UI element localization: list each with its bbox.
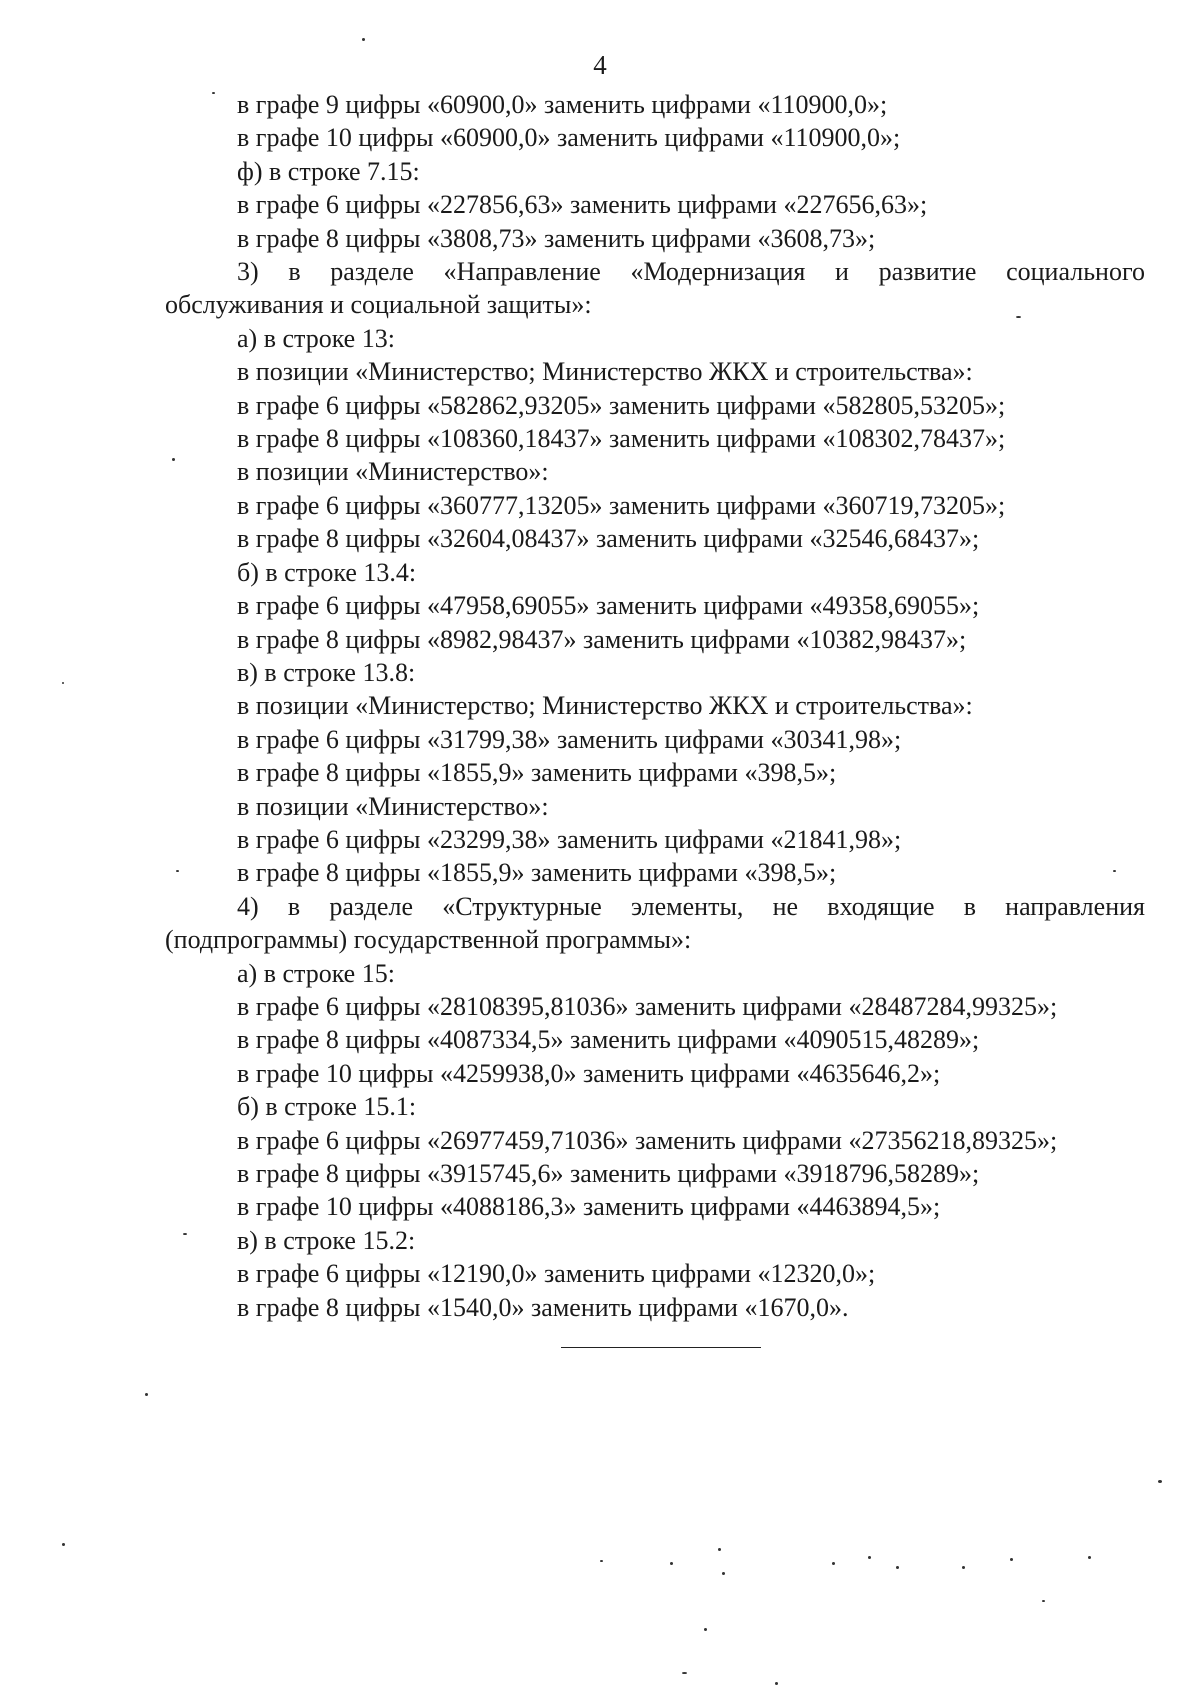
text-line: в позиции «Министерство; Министерство ЖКХ и строительства»: bbox=[237, 691, 973, 721]
scan-speck bbox=[868, 1556, 871, 1559]
text-line: ф) в строке 7.15: bbox=[237, 156, 420, 186]
text-line: в графе 8 цифры «108360,18437» заменить цифрами «108302,78437»; bbox=[237, 424, 1006, 454]
scan-speck bbox=[718, 1548, 721, 1551]
section-heading-continuation: (подпрограммы) государственной программы»: bbox=[165, 925, 692, 955]
text-line: в графе 6 цифры «360777,13205» заменить цифрами «360719,73205»; bbox=[237, 490, 1006, 520]
scan-speck bbox=[832, 1562, 835, 1565]
text-line: в графе 8 цифры «1855,9» заменить цифрами «398,5»; bbox=[237, 858, 837, 888]
scan-speck bbox=[183, 1233, 187, 1235]
end-separator-line bbox=[561, 1347, 761, 1348]
scan-speck bbox=[172, 458, 175, 461]
text-line: в графе 6 цифры «12190,0» заменить цифрами «12320,0»; bbox=[237, 1259, 876, 1289]
scan-speck bbox=[1010, 1558, 1013, 1561]
text-line: в графе 6 цифры «582862,93205» заменить цифрами «582805,53205»; bbox=[237, 390, 1006, 420]
scan-speck bbox=[722, 1572, 725, 1575]
scan-speck bbox=[1016, 316, 1021, 318]
scan-speck bbox=[682, 1672, 687, 1674]
section-heading-line: 4) в разделе «Структурные элементы, не входящие в направления bbox=[237, 891, 1145, 921]
text-line: б) в строке 15.1: bbox=[237, 1092, 417, 1122]
text-line: в графе 6 цифры «227856,63» заменить цифрами «227656,63»; bbox=[237, 190, 928, 220]
document-body bbox=[165, 88, 1145, 1324]
scan-speck bbox=[62, 682, 64, 684]
scan-speck bbox=[176, 870, 179, 872]
text-line: в графе 6 цифры «26977459,71036» заменить цифрами «27356218,89325»; bbox=[237, 1125, 1058, 1155]
scan-speck bbox=[896, 1566, 899, 1569]
text-line: в графе 8 цифры «1855,9» заменить цифрами «398,5»; bbox=[237, 758, 837, 788]
text-line: в графе 6 цифры «47958,69055» заменить цифрами «49358,69055»; bbox=[237, 591, 980, 621]
text-line: в позиции «Министерство; Министерство ЖКХ и строительства»: bbox=[237, 357, 973, 387]
scan-speck bbox=[670, 1562, 673, 1565]
text-line: в) в строке 13.8: bbox=[237, 657, 416, 687]
text-line: в графе 8 цифры «32604,08437» заменить цифрами «32546,68437»; bbox=[237, 524, 980, 554]
text-line: в графе 8 цифры «4087334,5» заменить цифрами «4090515,48289»; bbox=[237, 1025, 980, 1055]
text-line: в графе 10 цифры «60900,0» заменить цифрами «110900,0»; bbox=[237, 123, 901, 153]
text-line: б) в строке 13.4: bbox=[237, 557, 417, 587]
scan-speck bbox=[704, 1628, 707, 1631]
scan-speck bbox=[1158, 1480, 1162, 1483]
text-line: в графе 10 цифры «4259938,0» заменить цифрами «4635646,2»; bbox=[237, 1058, 941, 1088]
scan-speck bbox=[62, 1543, 65, 1546]
section-heading-line: 3) в разделе «Направление «Модернизация и развитие социального bbox=[237, 257, 1145, 287]
scan-speck bbox=[775, 1682, 778, 1685]
text-line: а) в строке 15: bbox=[237, 958, 395, 988]
scan-speck bbox=[1113, 870, 1116, 872]
text-line: в графе 9 цифры «60900,0» заменить цифрами «110900,0»; bbox=[237, 90, 888, 119]
text-line: в) в строке 15.2: bbox=[237, 1225, 416, 1255]
text-line: в графе 6 цифры «23299,38» заменить цифрами «21841,98»; bbox=[237, 824, 902, 854]
text-line: в графе 6 цифры «31799,38» заменить цифрами «30341,98»; bbox=[237, 724, 902, 754]
page-number: 4 bbox=[593, 50, 607, 80]
text-line: в графе 10 цифры «4088186,3» заменить цифрами «4463894,5»; bbox=[237, 1192, 941, 1222]
scan-speck bbox=[362, 38, 365, 41]
scan-speck bbox=[962, 1566, 965, 1569]
scan-speck bbox=[1088, 1556, 1091, 1559]
text-line: в позиции «Министерство»: bbox=[237, 457, 549, 487]
text-line: в графе 6 цифры «28108395,81036» заменить цифрами «28487284,99325»; bbox=[237, 991, 1058, 1021]
scan-speck bbox=[212, 92, 215, 94]
section-heading-continuation: обслуживания и социальной защиты»: bbox=[165, 290, 592, 320]
text-line: а) в строке 13: bbox=[237, 323, 395, 353]
text-line: в графе 8 цифры «3915745,6» заменить цифрами «3918796,58289»; bbox=[237, 1159, 980, 1188]
text-line: в графе 8 цифры «3808,73» заменить цифрами «3608,73»; bbox=[237, 223, 876, 253]
text-line: в графе 8 цифры «1540,0» заменить цифрами «1670,0». bbox=[237, 1292, 849, 1322]
text-line: в позиции «Министерство»: bbox=[237, 791, 549, 821]
scan-speck bbox=[600, 1560, 603, 1562]
scan-speck bbox=[1042, 1600, 1045, 1602]
scan-speck bbox=[145, 1393, 148, 1396]
text-line: в графе 8 цифры «8982,98437» заменить цифрами «10382,98437»; bbox=[237, 624, 967, 654]
